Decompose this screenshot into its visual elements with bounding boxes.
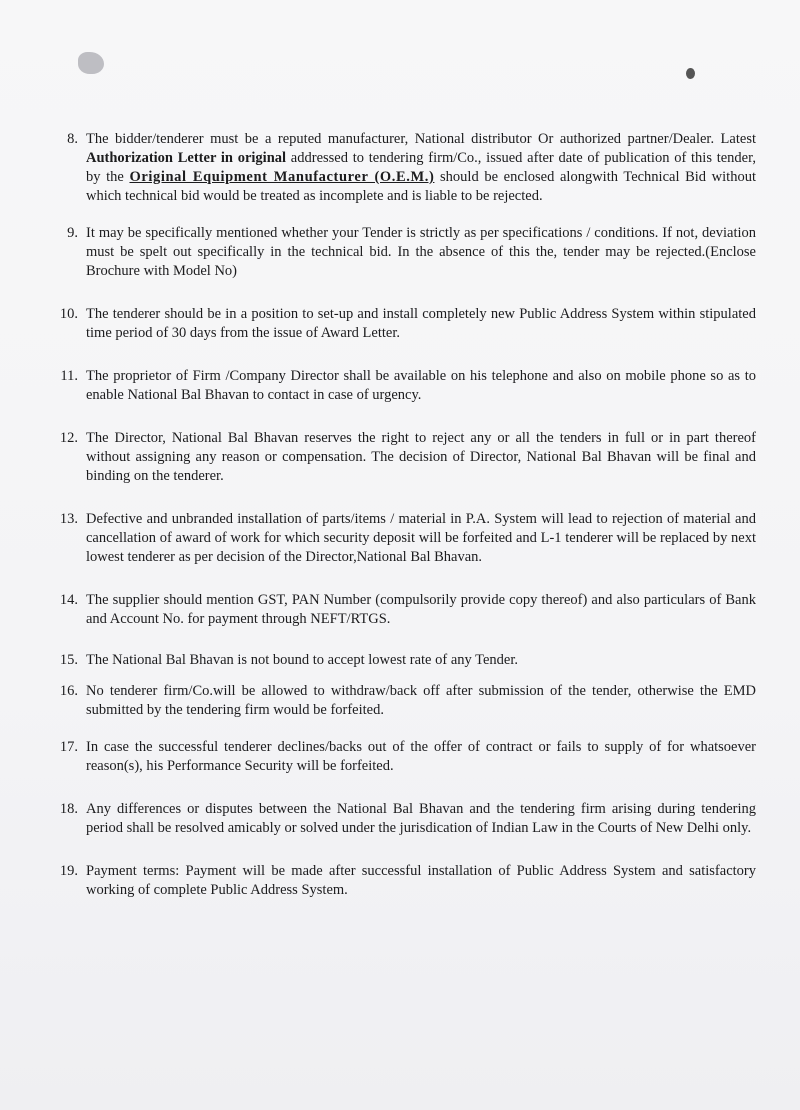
term-text: It may be specifically mentioned whether your Tender is strictly as per specifications / conditions. If not, deviation must be spelt out specifically in the technical bid. In the absence of this the, tender may be rejected.(Enclose Brochure with Model No) <box>86 225 756 279</box>
term-item <box>60 367 756 405</box>
term-number: 8. <box>67 131 78 147</box>
term-item <box>60 651 756 670</box>
term-text: The National Bal Bhavan is not bound to accept lowest rate of any Tender. <box>86 652 518 668</box>
term-item <box>60 130 756 206</box>
term-text: The proprietor of Firm /Company Director shall be available on his telephone and also on mobile phone so as to enable National Bal Bhavan to contact in case of urgency. <box>86 368 756 403</box>
term-text-part: addressed to tendering firm/Co., issued after date of publication of this tender, by the <box>86 150 756 185</box>
term-item <box>60 305 756 343</box>
ink-smudge <box>78 52 104 74</box>
term-number: 10. <box>59 306 78 322</box>
term-number: 14. <box>59 592 78 608</box>
term-item <box>60 429 756 486</box>
authorization-letter-emphasis: Authorization Letter in original <box>86 150 287 166</box>
term-item <box>60 738 756 776</box>
term-item <box>60 800 756 838</box>
term-text: Payment terms: Payment will be made after successful installation of Public Address System and satisfactory working of complete Public Address System. <box>86 863 756 898</box>
term-number: 18. <box>59 801 78 817</box>
term-text: In case the successful tenderer declines/backs out of the offer of contract or fails to supply of for whatsoever reason(s), his Performance Security will be forfeited. <box>86 739 756 774</box>
term-number: 16. <box>59 683 78 699</box>
terms-list <box>60 130 756 900</box>
term-text: The tenderer should be in a position to set-up and install completely new Public Address System within stipulated time period of 30 days from the issue of Award Letter. <box>86 306 756 341</box>
term-number: 9. <box>67 225 78 241</box>
term-text: The Director, National Bal Bhavan reserves the right to reject any or all the tenders in full or in part thereof without assigning any reason or compensation. The decision of Director, National Bal Bhavan will be final and binding on the tenderer. <box>86 430 756 484</box>
term-number: 11. <box>60 368 78 384</box>
punch-hole-mark <box>686 68 695 79</box>
term-text: Any differences or disputes between the National Bal Bhavan and the tendering firm arising during tendering period shall be resolved amicably or solved under the jurisdication of Indian Law in the Courts of New Delhi only. <box>86 801 756 836</box>
term-item <box>60 591 756 629</box>
term-number: 19. <box>59 863 78 879</box>
term-text-part: should be enclosed alongwith Technical Bid without which technical bid would be treated as incomplete and is liable to be rejected. <box>86 169 756 204</box>
term-number: 17. <box>59 739 78 755</box>
term-number: 13. <box>59 511 78 527</box>
term-text <box>86 130 756 206</box>
term-number: 12. <box>59 430 78 446</box>
oem-emphasis: Original Equipment Manufacturer (O.E.M.) <box>129 169 435 185</box>
term-number: 15. <box>59 652 78 668</box>
term-text: The supplier should mention GST, PAN Number (compulsorily provide copy thereof) and also particulars of Bank and Account No. for payment through NEFT/RTGS. <box>86 592 756 627</box>
term-item <box>60 224 756 281</box>
term-text-part: The bidder/tenderer must be a reputed manufacturer, National distributor Or authorized partner/Dealer. Latest <box>86 131 756 147</box>
term-item <box>60 510 756 567</box>
term-text: No tenderer firm/Co.will be allowed to withdraw/back off after submission of the tender, otherwise the EMD submitted by the tendering firm would be forfeited. <box>86 683 756 718</box>
term-text: Defective and unbranded installation of parts/items / material in P.A. System will lead to rejection of material and cancellation of award of work for which security deposit will be forfeited and L-1 tenderer will be replaced by next lowest tenderer as per decision of the Director,National Bal Bhavan. <box>86 511 756 565</box>
term-item <box>60 682 756 720</box>
term-item <box>60 862 756 900</box>
